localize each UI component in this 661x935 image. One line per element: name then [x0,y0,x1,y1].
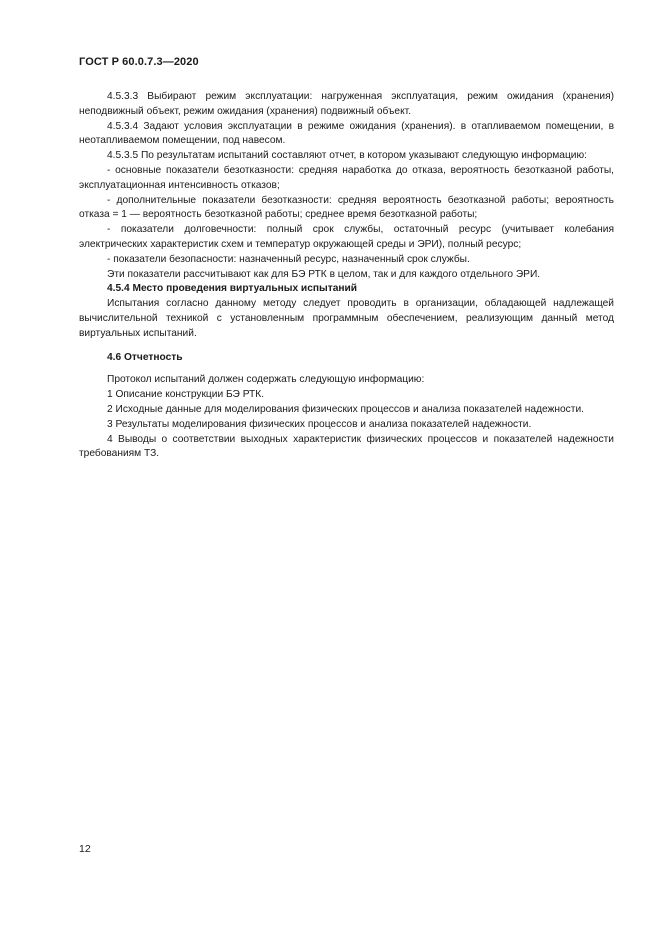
heading-4-6: 4.6 Отчетность [107,351,183,363]
page-number: 12 [79,843,91,855]
report-item-4: 4 Выводы о соответствии выходных характеристик физических процессов и показателей надежности требованиям ТЗ. [79,433,614,460]
list-item-reliability: - основные показатели безотказности: средняя наработка до отказа, вероятность безотказной работы, эксплуатационная интенсивность отказов; [79,164,614,191]
list-item-safety: - показатели безопасности: назначенный ресурс, назначенный срок службы. [107,253,470,265]
report-item-1: 1 Описание конструкции БЭ РТК. [107,389,265,401]
heading-4-5-4: 4.5.4 Место проведения виртуальных испытаний [107,283,358,295]
document-body [79,90,614,462]
list-item-durability: - показатели долговечности: полный срок службы, остаточный ресурс (учитывает колебания электрических характеристик схем и температур окружающей среды и ЭРИ), полный ресурс; [79,224,614,250]
paragraph-4-5-3-5: 4.5.3.5 По результатам испытаний составляют отчет, в котором указывают следующую информацию: [107,150,587,162]
paragraph-4-5-3-4: 4.5.3.4 Задают условия эксплуатации в режиме ожидания (хранения). в отапливаемом помещении, в неотапливаемом помещении, под навесом. [79,120,614,147]
report-item-2: 2 Исходные данные для моделирования физических процессов и анализа показателей надежности. [107,403,584,415]
paragraph-4-5-4: Испытания согласно данному методу следует проводить в организации, обладающей надлежащей вычислительной техникой с установленным программным обеспечением, реализующим данный метод виртуальных испытаний. [79,298,614,339]
report-intro: Протокол испытаний должен содержать следующую информацию: [107,374,425,386]
paragraph-4-5-3-3: 4.5.3.3 Выбирают режим эксплуатации: нагруженная эксплуатация, режим ожидания (хранения) неподвижный объект, режим ожидания (хранения) подвижный объект. [79,91,614,117]
paragraph-indicators-note: Эти показатели рассчитывают как для БЭ РТК в целом, так и для каждого отдельного ЭРИ. [107,268,541,280]
document-header: ГОСТ Р 60.0.7.3—2020 [79,56,199,68]
report-item-3: 3 Результаты моделирования физических процессов и анализа показателей надежности. [107,418,532,430]
list-item-additional-reliability: - дополнительные показатели безотказности: средняя вероятность безотказной работы; вероятность отказа = 1 — вероятность безотказной работы; среднее время безотказной работы; [79,194,614,221]
